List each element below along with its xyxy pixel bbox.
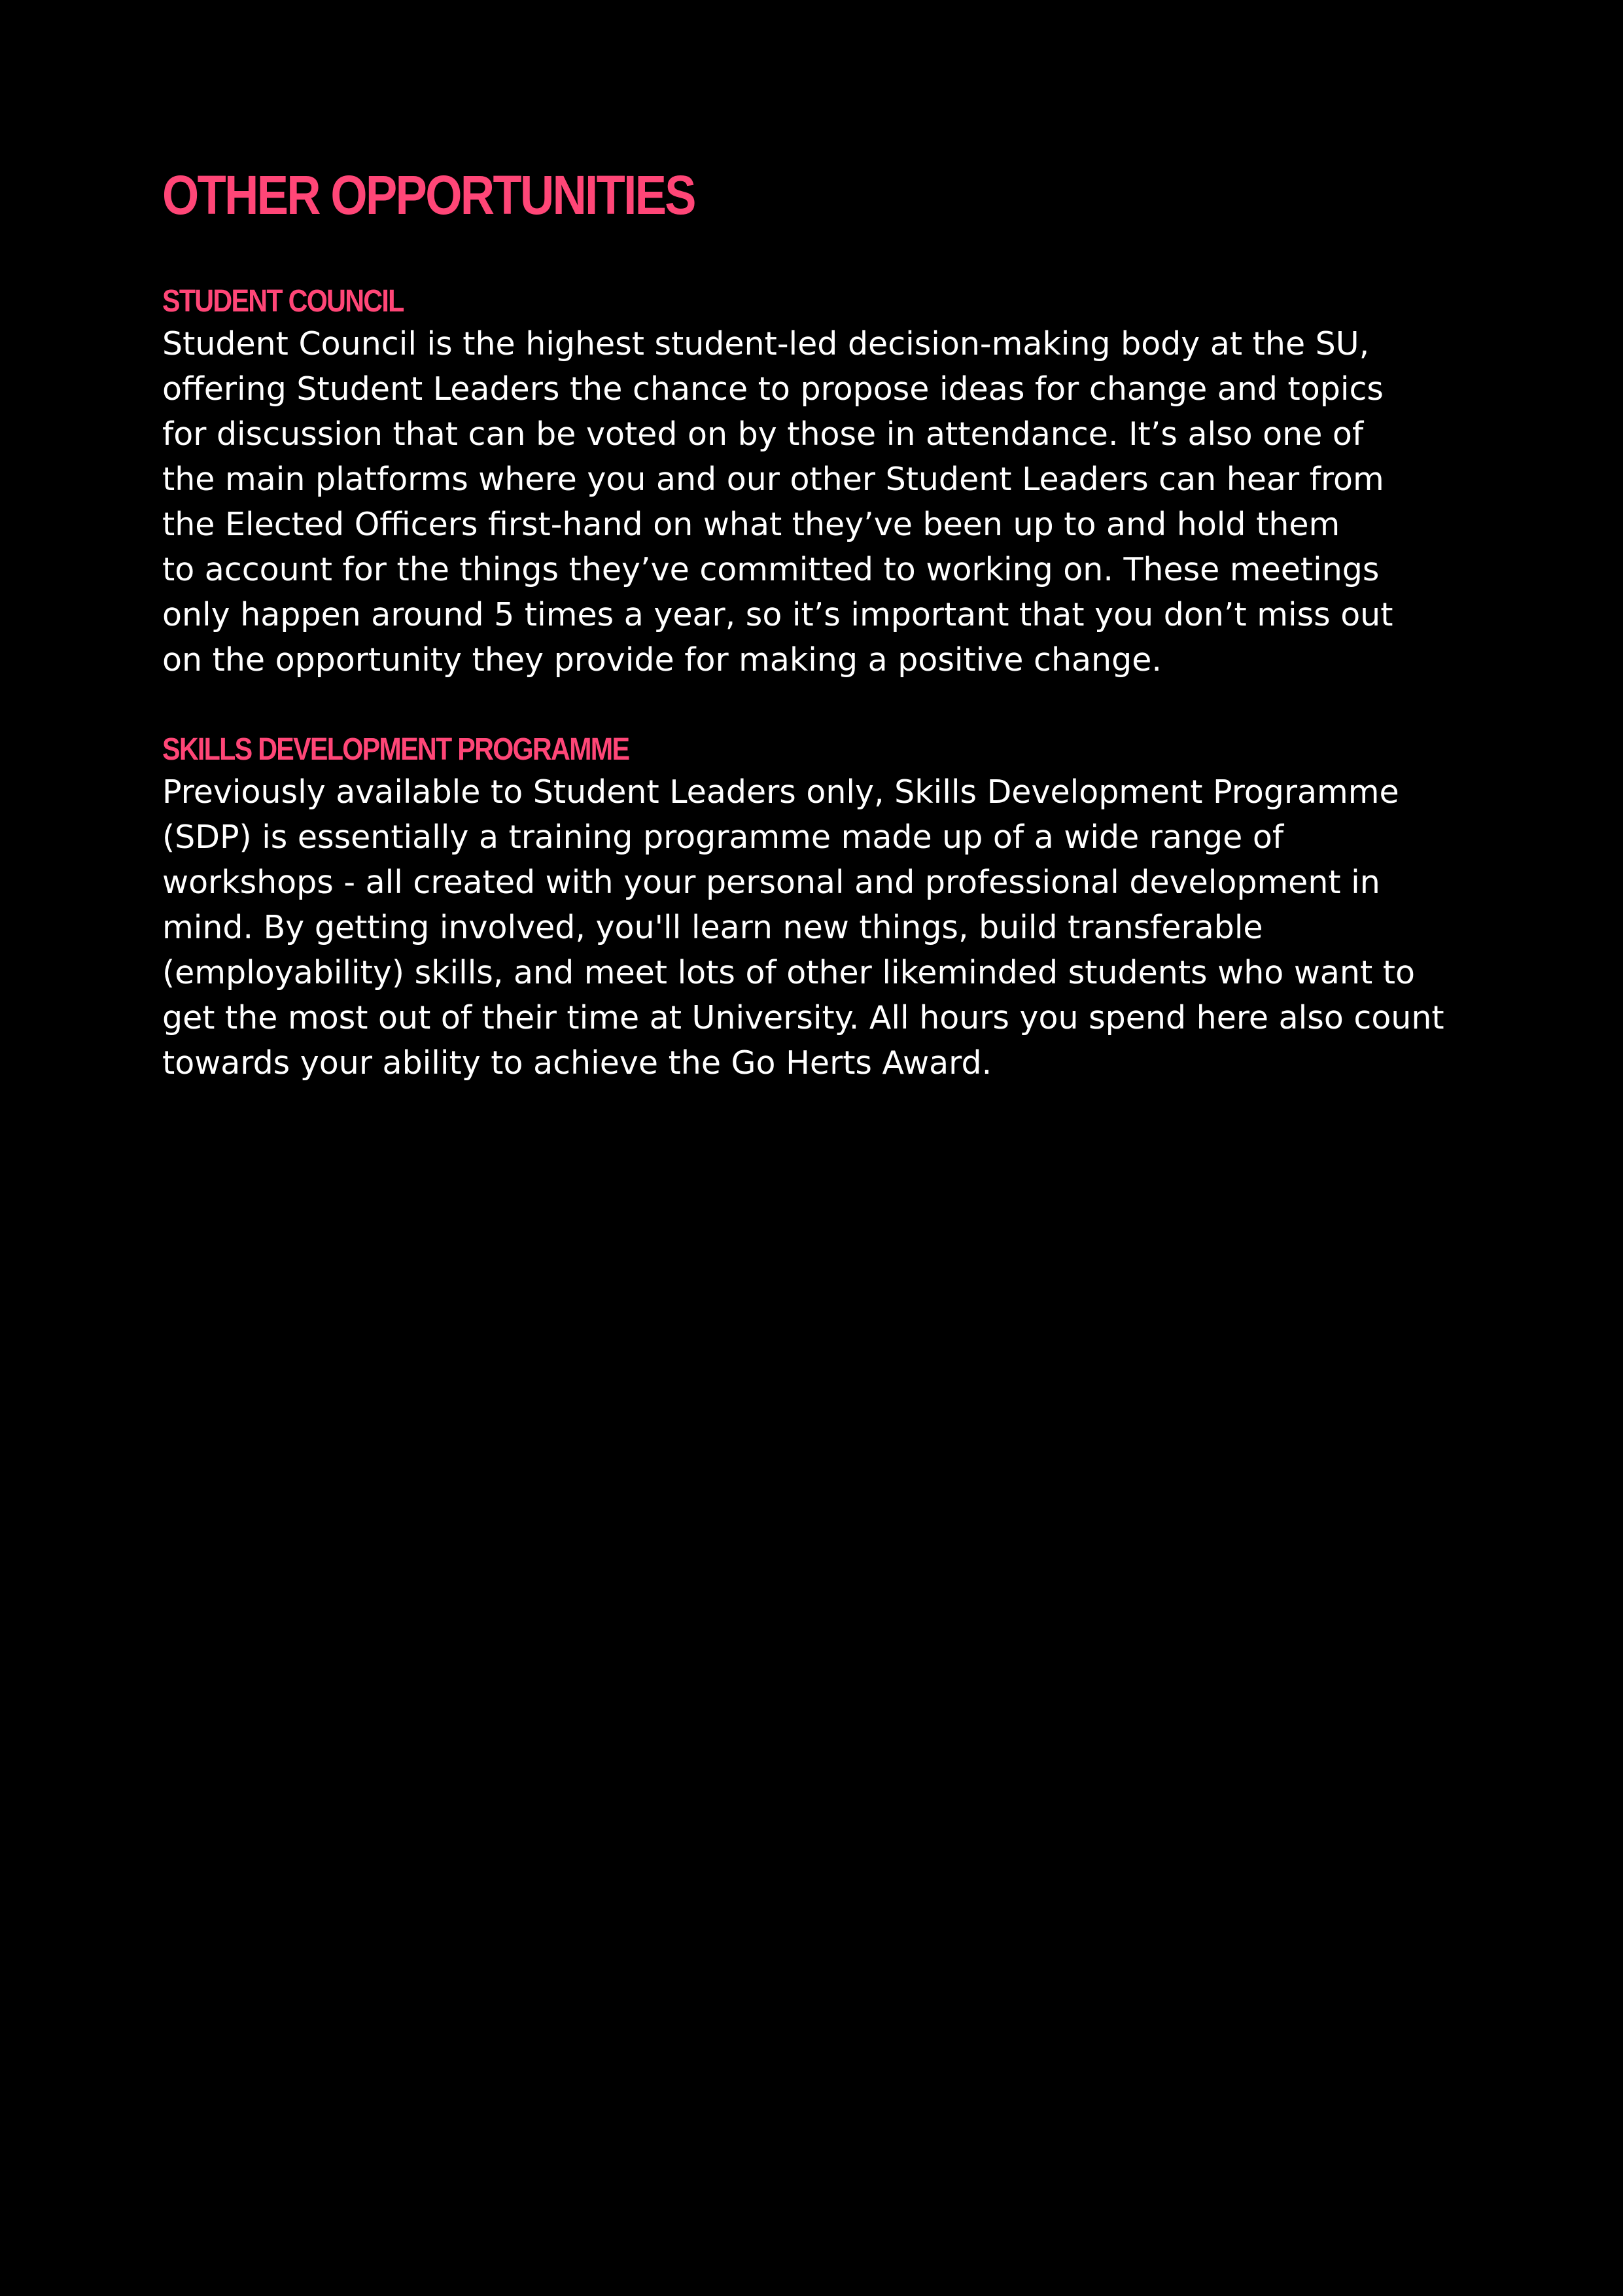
body-line: get the most out of their time at University. All hours you spend here also count <box>162 999 1444 1036</box>
body-line: (SDP) is essentially a training programme made up of a wide range of <box>162 819 1284 856</box>
body-line: for discussion that can be voted on by those in attendance. It’s also one of <box>162 415 1364 453</box>
body-line: offering Student Leaders the chance to propose ideas for change and topics <box>162 370 1384 408</box>
body-line: mind. By getting involved, you'll learn new things, build transferable <box>162 909 1263 946</box>
body-line: to account for the things they’ve committed to working on. These meetings <box>162 551 1380 588</box>
content-area <box>162 162 1471 1086</box>
body-line: only happen around 5 times a year, so it’s important that you don’t miss out <box>162 596 1393 633</box>
body-line: on the opportunity they provide for making a positive change. <box>162 641 1162 679</box>
body-line: Student Council is the highest student-led decision-making body at the SU, <box>162 325 1370 362</box>
section-body-student-council <box>162 321 1471 682</box>
body-line: towards your ability to achieve the Go Herts Award. <box>162 1044 992 1082</box>
section-heading-skills-development: SKILLS DEVELOPMENT PROGRAMME <box>162 732 629 767</box>
body-line: the main platforms where you and our other Student Leaders can hear from <box>162 461 1384 498</box>
body-line: the Elected Officers first-hand on what they’ve been up to and hold them <box>162 506 1340 543</box>
section-body-skills-development <box>162 769 1471 1086</box>
section-heading-student-council: STUDENT COUNCIL <box>162 284 404 319</box>
page-title: OTHER OPPORTUNITIES <box>162 164 695 226</box>
body-line: Previously available to Student Leaders only, Skills Development Programme <box>162 773 1399 811</box>
body-line: (employability) skills, and meet lots of other likeminded students who want to <box>162 954 1415 991</box>
body-line: workshops - all created with your personal and professional development in <box>162 864 1380 901</box>
